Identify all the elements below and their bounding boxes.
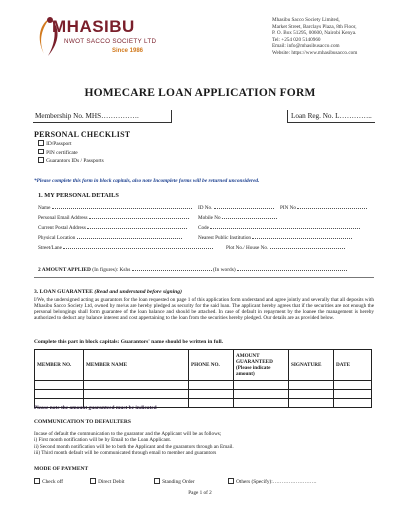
payment-option-label: Check off — [42, 479, 64, 486]
street-field[interactable] — [38, 244, 213, 251]
physical-location-field[interactable] — [38, 234, 182, 241]
payment-option-check-off[interactable] — [34, 478, 63, 485]
checklist-item-label: PIN certificate — [46, 149, 78, 156]
checkbox-icon[interactable] — [90, 478, 96, 484]
column-header-date: DATE — [334, 350, 372, 381]
form-title: HOMECARE LOAN APPLICATION FORM — [84, 87, 316, 99]
checklist-item-label: ID/Passport — [46, 141, 72, 148]
amount-applied-field[interactable] — [38, 266, 347, 273]
payment-option-others[interactable] — [228, 478, 316, 485]
loan-guarantee-subtitle: (Read and understand before signing) — [94, 289, 182, 295]
email-label: Personal Email Address — [38, 215, 88, 221]
postal-label: Current Postal Address — [38, 225, 86, 231]
defaulters-title: COMMUNICATION TO DEFAULTERS — [34, 419, 131, 425]
institution-field[interactable] — [198, 234, 352, 241]
checkbox-icon[interactable] — [34, 478, 40, 484]
code-field[interactable] — [198, 224, 360, 231]
guarantors-table — [34, 349, 372, 408]
table-cell[interactable] — [234, 399, 289, 408]
checkbox-icon[interactable] — [228, 478, 234, 484]
table-cell[interactable] — [84, 390, 189, 399]
checkbox-icon[interactable] — [38, 149, 44, 155]
pin-line[interactable] — [297, 204, 367, 209]
checklist — [38, 140, 104, 166]
table-cell[interactable] — [289, 399, 334, 408]
table-cell[interactable] — [234, 390, 289, 399]
table-cell[interactable] — [189, 390, 234, 399]
table-cell[interactable] — [289, 381, 334, 390]
payment-option-standing-order[interactable] — [154, 478, 195, 485]
table-cell[interactable] — [84, 381, 189, 390]
code-line[interactable] — [210, 224, 360, 229]
contact-line: Mhasibu Sacco Society Limited, — [272, 17, 340, 23]
name-field[interactable] — [38, 204, 192, 211]
code-label: Code — [198, 225, 209, 231]
table-cell[interactable] — [234, 381, 289, 390]
company-logo — [30, 14, 160, 62]
table-row — [35, 390, 372, 399]
column-header-phone: PHONE NO. — [189, 350, 234, 381]
amount-applied-title: 2 AMOUNT APPLIED — [38, 267, 91, 273]
table-cell[interactable] — [334, 381, 372, 390]
name-line[interactable] — [52, 204, 192, 209]
email-line[interactable] — [89, 214, 189, 219]
guarantor-instruction: Complete this part in block capitals: Guarantors' name should be written in full. — [34, 339, 223, 345]
list-item: ii) Second month notification will be to both the Applicant and the guarantors through an Email. — [34, 443, 234, 450]
column-header-member-no: MEMBER NO. — [35, 350, 84, 381]
id-field[interactable] — [198, 204, 274, 211]
contact-block — [272, 17, 357, 57]
amount-figures-line[interactable] — [132, 266, 212, 271]
guarantee-paragraph: I/We, the undersigned acting as guarantors for the loan requested on page 1 of this application form understand and agree jointly and severally that all deposits with Mhasibu Sacco Society Ltd, owned by me/us are hereby pledged as security for the said loan. The applicant hereby agrees that if the securities are not enough the personal belongings shall form guarantee of the loan balance and should be attached. In case of default in repayment by the loanee the management is hereby authorized to deduct any balance interest and cost appertaining to the loan from the securities hereby pledged. Our details are as provided below. — [34, 297, 374, 322]
mobile-field[interactable] — [198, 214, 277, 221]
logo-subtitle: NWOT SACCO SOCIETY LTD — [64, 38, 157, 45]
checklist-item[interactable] — [38, 140, 104, 149]
contact-line: Website: https://www.mhasibusacco.com — [272, 49, 358, 56]
payment-option-direct-debit[interactable] — [90, 478, 124, 485]
loan-reg-number-field[interactable]: Loan Reg. No. L………….. — [287, 110, 375, 123]
payment-option-label: Direct Debit — [98, 479, 125, 486]
table-cell[interactable] — [189, 381, 234, 390]
pin-field[interactable] — [280, 204, 367, 211]
amount-words-line[interactable] — [237, 266, 347, 271]
pin-label: PIN No — [280, 205, 296, 211]
checkbox-icon[interactable] — [38, 140, 44, 146]
column-header-amount: AMOUNT GUARANTEED (Please indicate amount) — [234, 350, 289, 381]
payment-option-label: Standing Order — [162, 479, 195, 486]
divider — [34, 277, 374, 278]
block-capitals-note: *Please complete this form in block capitals, also note Incomplete forms will be returned unconsidered. — [34, 178, 260, 184]
mobile-line[interactable] — [222, 214, 277, 219]
name-label: Name — [38, 205, 51, 211]
street-label: Street/Lane — [38, 245, 62, 251]
physical-label: Physical Location — [38, 235, 76, 241]
membership-number-field[interactable]: Membership No. MHS……………. — [33, 110, 172, 123]
amount-figures-label: (In figures): Kshs — [92, 267, 131, 273]
loan-guarantee-heading — [34, 289, 182, 295]
loan-guarantee-title: 3. LOAN GUARANTEE — [34, 289, 93, 295]
street-line[interactable] — [63, 244, 213, 249]
guarantee-amount-note: Please note the amount guaranteed must be indicated — [34, 405, 157, 411]
id-line[interactable] — [214, 204, 274, 209]
list-item: iii) Third month default will be communicated through email to member and guarantors — [34, 449, 217, 456]
mobile-label: Mobile No — [198, 215, 221, 221]
amount-words-label: (In words) — [213, 267, 236, 273]
list-item: i) First month notification will be by Email to the Loan Applicant. — [34, 437, 172, 444]
plot-label: Plot No./ House No. — [226, 245, 269, 251]
physical-line[interactable] — [77, 234, 182, 239]
plot-line[interactable] — [270, 244, 345, 249]
column-header-member-name: MEMBER NAME — [84, 350, 189, 381]
email-field[interactable] — [38, 214, 189, 221]
contact-line: Tel: +254 020 5140960 — [272, 36, 321, 43]
table-cell[interactable] — [189, 399, 234, 408]
payment-option-label: Others (Specify):……………………. — [236, 479, 317, 486]
checklist-item-label: Guarantors IDs / Passports — [46, 158, 104, 165]
checklist-item[interactable] — [38, 149, 104, 158]
checklist-item[interactable] — [38, 157, 104, 166]
list-item: Incase of default the communication to the guarantor and the Applicant will be as follows; — [34, 431, 222, 437]
section-personal-details-title: 1. MY PERSONAL DETAILS — [38, 192, 119, 199]
table-cell[interactable] — [35, 390, 84, 399]
page-number: Page 1 of 2 — [188, 490, 212, 496]
id-label: ID No. — [198, 205, 213, 211]
logo-since: Since 1986 — [112, 48, 144, 54]
postal-address-field[interactable] — [38, 224, 187, 231]
checkbox-icon[interactable] — [154, 478, 160, 484]
defaulters-list — [34, 431, 234, 456]
institution-label: Nearest Public Institution — [198, 235, 252, 241]
contact-line: P. O. Box 51295, 00600, Nairobi Kenya. — [272, 30, 357, 37]
table-cell[interactable] — [334, 390, 372, 399]
checkbox-icon[interactable] — [38, 157, 44, 163]
table-row — [35, 381, 372, 390]
column-header-signature: SIGNATURE — [289, 350, 334, 381]
postal-line[interactable] — [87, 224, 187, 229]
table-cell[interactable] — [289, 390, 334, 399]
institution-line[interactable] — [252, 234, 352, 239]
payment-mode-title: MODE OF PAYMENT — [34, 466, 89, 472]
table-cell[interactable] — [35, 381, 84, 390]
contact-line: Market Street, Barclays Plaza, 8th Floor, — [272, 23, 357, 30]
checklist-title: PERSONAL CHECKLIST — [34, 130, 131, 139]
contact-line: Email: info@mhasibusacco.com — [272, 43, 340, 50]
logo-name: MHASIBU — [52, 17, 135, 36]
table-cell[interactable] — [334, 399, 372, 408]
plot-field[interactable] — [226, 244, 345, 251]
